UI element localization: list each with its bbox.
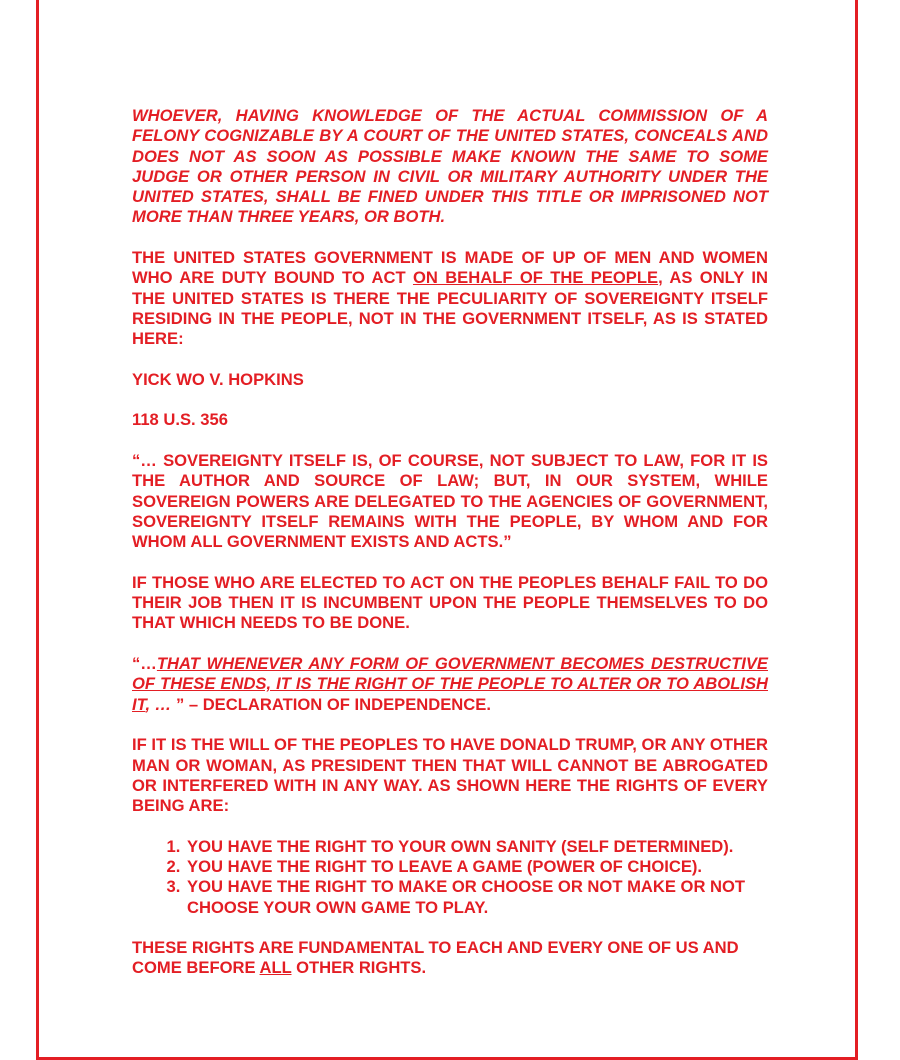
declaration-quote-ellipsis: , … [145,694,172,714]
case-citation: 118 U.S. 356 [132,410,228,430]
fundamental-rights-text-end: OTHER RIGHTS. [291,958,427,978]
rights-list [132,837,768,918]
declaration-quote-emphasis: THAT WHENEVER ANY FORM OF GOVERNMENT BECOMES DESTRUCTIVE OF THESE ENDS, IT IS THE RIGHT OF THE PEOPLE TO ALTER OR TO ABOLISH IT [132,654,768,714]
case-name: YICK WO V. HOPKINS [132,369,304,389]
government-duty-text-end: , AS ONLY IN THE UNITED STATES IS THERE THE PECULIARITY OF SOVEREIGNTY ITSELF RESIDING IN THE PEOPLE, NOT IN THE GOVERNMENT ITSELF, AS IS STATED HERE: [132,268,768,349]
rights-list-item: 3. YOU HAVE THE RIGHT TO MAKE OR CHOOSE OR NOT MAKE OR NOT CHOOSE YOUR OWN GAME TO PLAY. [185,877,768,918]
government-duty-paragraph [132,248,768,349]
government-duty-text-start: THE UNITED STATES GOVERNMENT IS MADE OF UP OF MEN AND WOMEN WHO ARE DUTY BOUND TO ACT [132,248,768,288]
rights-list-item: 1. YOU HAVE THE RIGHT TO YOUR OWN SANITY (SELF DETERMINED). [185,837,768,857]
sovereignty-quote: “… SOVEREIGNTY ITSELF IS, OF COURSE, NOT SUBJECT TO LAW, FOR IT IS THE AUTHOR AND SOURCE OF LAW; BUT, IN OUR SYSTEM, WHILE SOVEREIGN POWERS ARE DELEGATED TO THE AGENCIES OF GOVERNMENT, SOVEREIGNTY ITSELF REMAINS WITH THE PEOPLE, BY WHOM AND FOR WHOM ALL GOVERNMENT EXISTS AND ACTS.” [132,451,768,552]
declaration-quote [132,654,768,715]
declaration-quote-open: “… [132,654,157,674]
statute-paragraph: WHOEVER, HAVING KNOWLEDGE OF THE ACTUAL COMMISSION OF A FELONY COGNIZABLE BY A COURT OF THE UNITED STATES, CONCEALS AND DOES NOT AS SOON AS POSSIBLE MAKE KNOWN THE SAME TO SOME JUDGE OR OTHER PERSON IN CIVIL OR MILITARY AUTHORITY UNDER THE UNITED STATES, SHALL BE FINED UNDER THIS TITLE OR IMPRISONED NOT MORE THAN THREE YEARS, OR BOTH. [132,106,768,227]
will-of-people-paragraph: IF IT IS THE WILL OF THE PEOPLES TO HAVE DONALD TRUMP, OR ANY OTHER MAN OR WOMAN, AS PRESIDENT THEN THAT WILL CANNOT BE ABROGATED OR INTERFERED WITH IN ANY WAY. AS SHOWN HERE THE RIGHTS OF EVERY BEING ARE: [132,735,768,816]
incumbent-paragraph: IF THOSE WHO ARE ELECTED TO ACT ON THE PEOPLES BEHALF FAIL TO DO THEIR JOB THEN IT IS INCUMBENT UPON THE PEOPLE THEMSELVES TO DO THAT WHICH NEEDS TO BE DONE. [132,572,768,633]
on-behalf-of-people-underlined: ON BEHALF OF THE PEOPLE [412,268,659,288]
fundamental-rights-paragraph [132,938,768,979]
all-underlined: ALL [259,958,292,978]
declaration-attribution: ” – DECLARATION OF INDEPENDENCE. [171,694,491,714]
rights-list-item: 2. YOU HAVE THE RIGHT TO LEAVE A GAME (POWER OF CHOICE). [185,857,768,877]
fundamental-rights-text-start: THESE RIGHTS ARE FUNDAMENTAL TO EACH AND EVERY ONE OF US AND COME BEFORE [132,938,739,978]
document-body [132,106,768,999]
